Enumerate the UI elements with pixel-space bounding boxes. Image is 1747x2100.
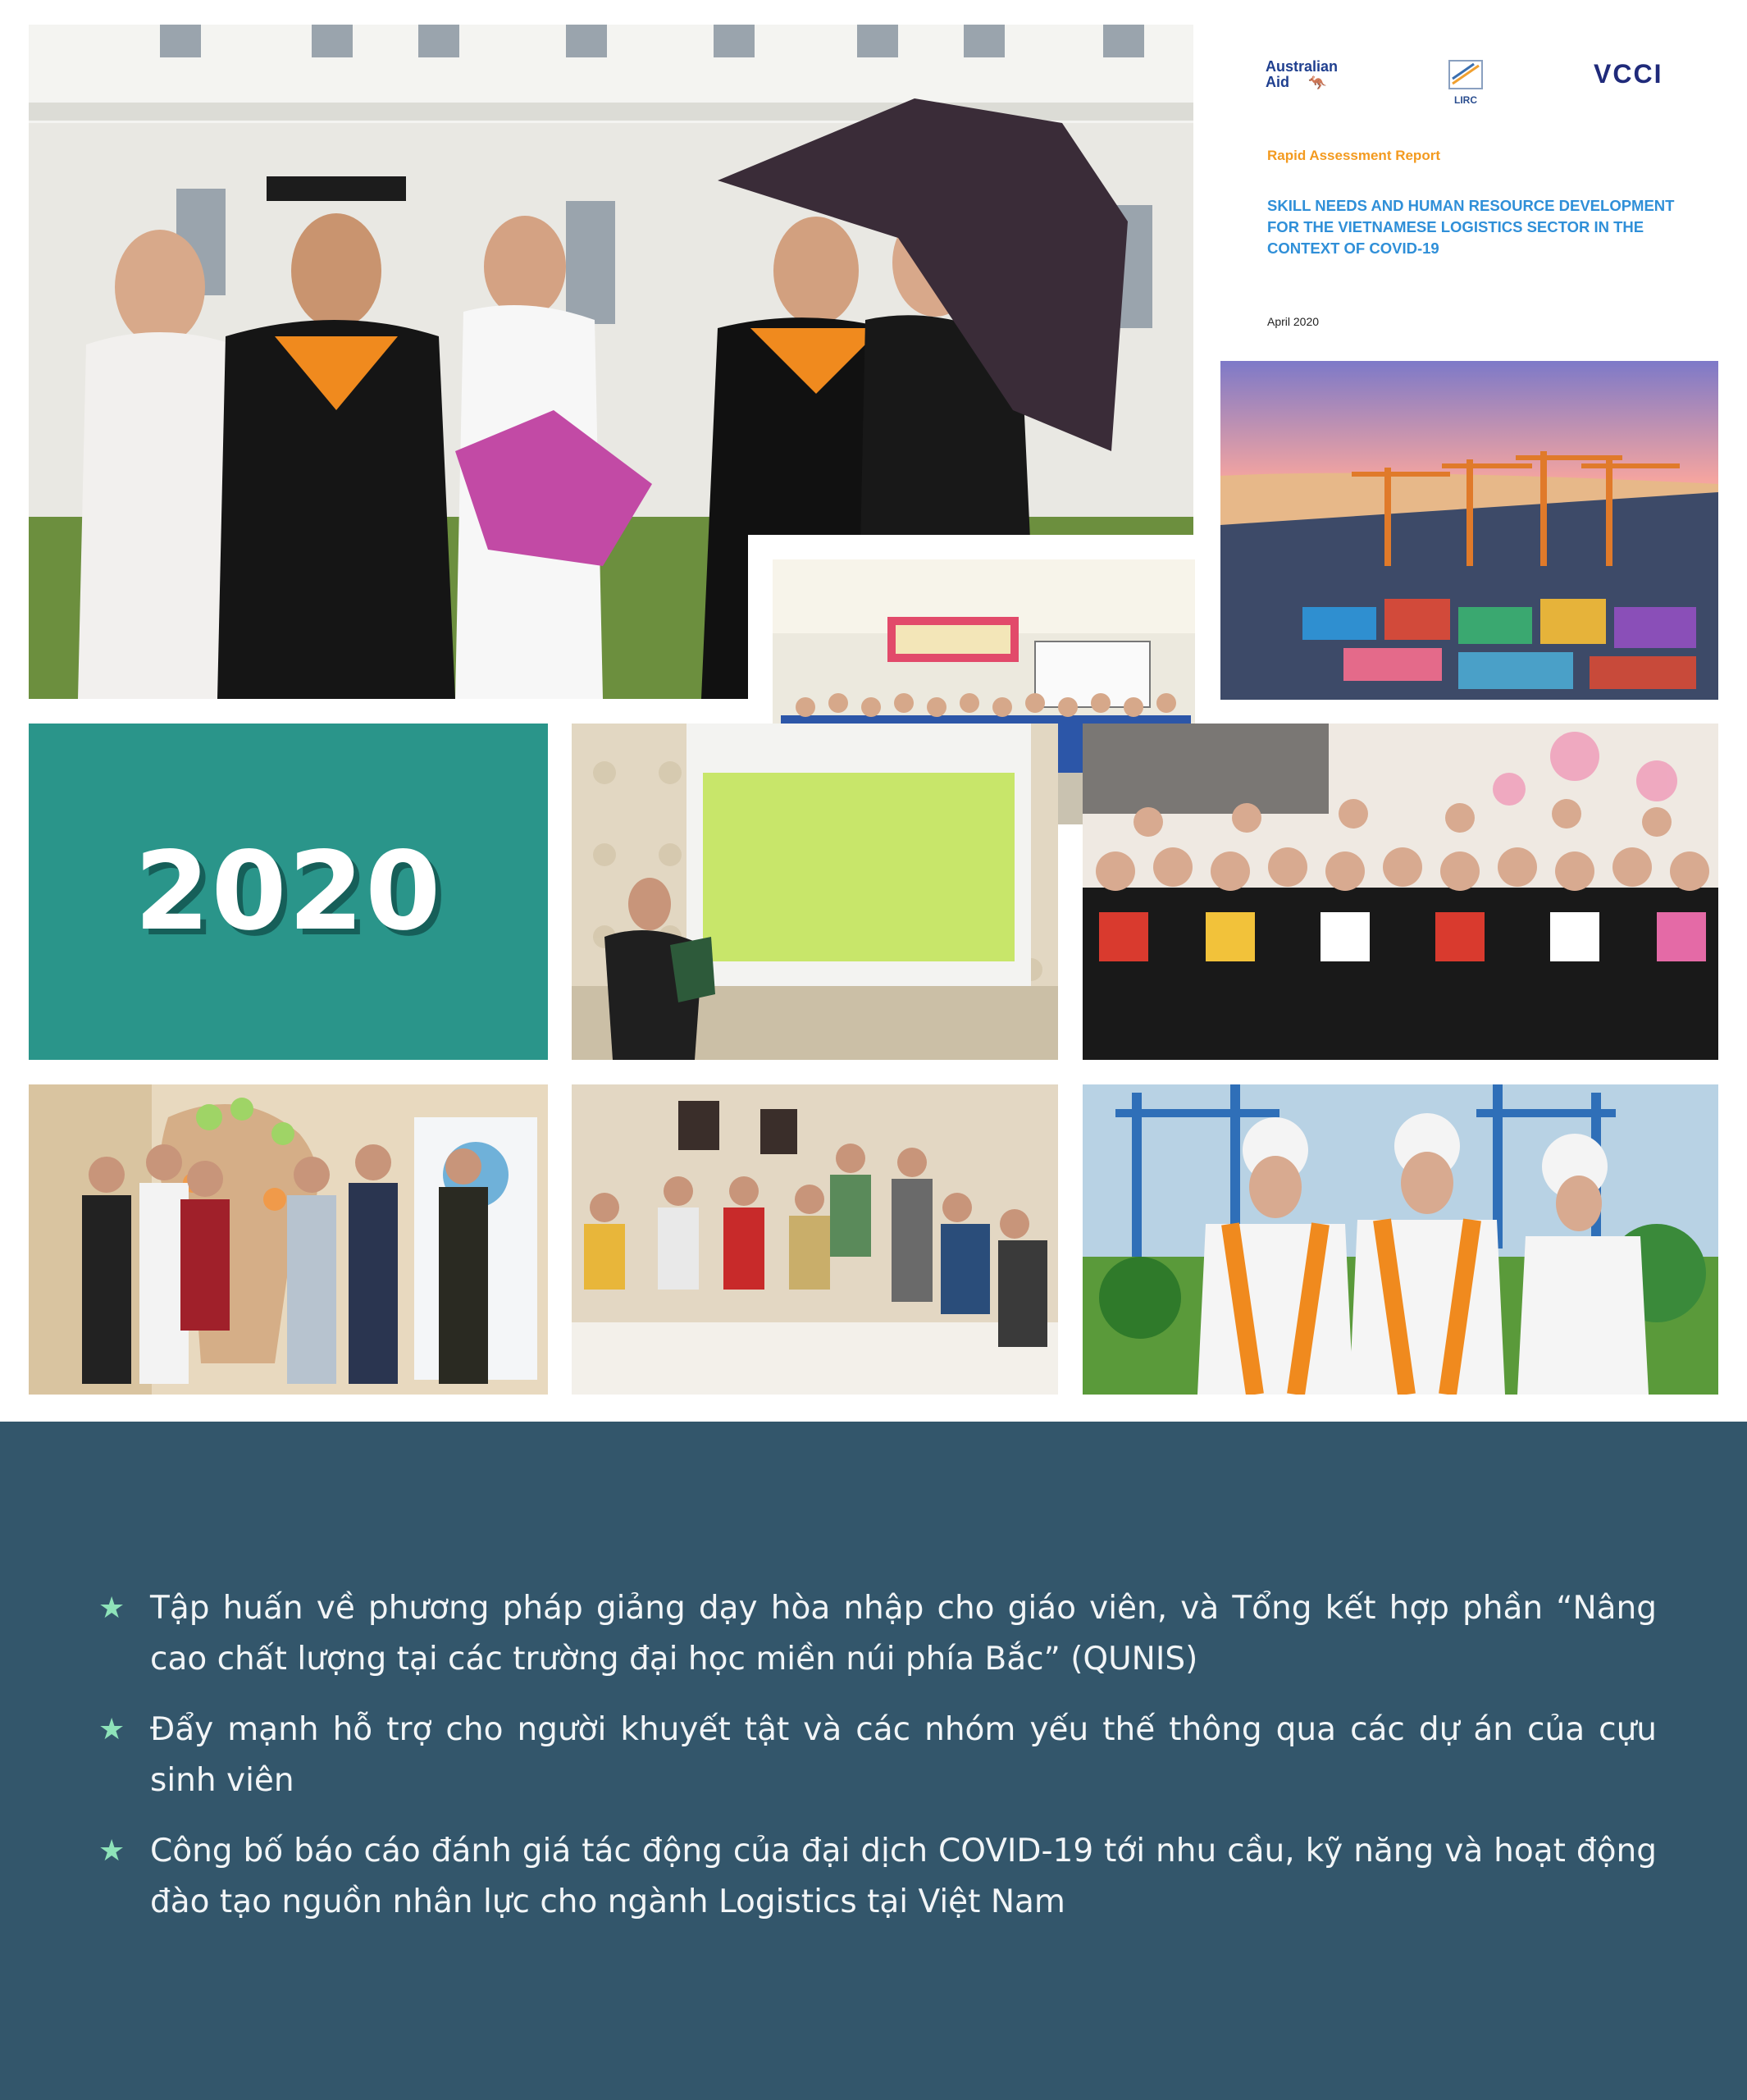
star-icon: ★: [98, 1591, 125, 1625]
highlights-list: [98, 1583, 1657, 1947]
presentation-photo: [572, 724, 1058, 1060]
australian-aid-logo-line1: Australian: [1266, 58, 1339, 75]
report-logos: [1266, 57, 1676, 115]
report-kicker: Rapid Assessment Report: [1267, 148, 1440, 163]
port-workers-photo: [1083, 1084, 1718, 1395]
report-date: April 2020: [1267, 315, 1320, 328]
list-item: [98, 1826, 1657, 1928]
lirc-logo: [1446, 57, 1485, 107]
star-icon: ★: [98, 1713, 125, 1746]
list-item: [98, 1705, 1657, 1806]
port-photo: [1220, 361, 1718, 700]
vcci-logo: VCCI: [1594, 59, 1663, 89]
list-item: [98, 1583, 1657, 1685]
meeting-circle-photo: [572, 1084, 1058, 1395]
australian-aid-logo: [1266, 59, 1338, 90]
report-title: SKILL NEEDS AND HUMAN RESOURCE DEVELOPMENT FOR THE VIETNAMESE LOGISTICS SECTOR IN THE CONTEXT OF COVID-19: [1267, 197, 1675, 257]
list-item-text: Công bố báo cáo đánh giá tác động của đại dịch COVID-19 tới nhu cầu, kỹ năng và hoạt động đào tạo nguồn nhân lực cho ngành Logistics tại Việt Nam: [150, 1833, 1657, 1920]
kangaroo-icon: 🦘: [1308, 75, 1327, 91]
year-label: 2020: [134, 829, 443, 955]
students-photo: [1083, 724, 1718, 1060]
svg-text:LIRC: LIRC: [1454, 94, 1477, 106]
list-item-text: Đẩy mạnh hỗ trợ cho người khuyết tật và các nhóm yếu thế thông qua các dự án của cựu sinh viên: [150, 1711, 1657, 1799]
report-cover: [1220, 25, 1718, 353]
star-icon: ★: [98, 1834, 125, 1868]
list-item-text: Tập huấn về phương pháp giảng dạy hòa nhập cho giáo viên, và Tổng kết hợp phần “Nâng cao chất lượng tại các trường đại học miền núi phía Bắc” (QUNIS): [150, 1590, 1657, 1678]
workshop-photo: [29, 1084, 548, 1395]
australian-aid-logo-line2: Aid: [1266, 74, 1289, 90]
year-tile: [29, 724, 548, 1060]
